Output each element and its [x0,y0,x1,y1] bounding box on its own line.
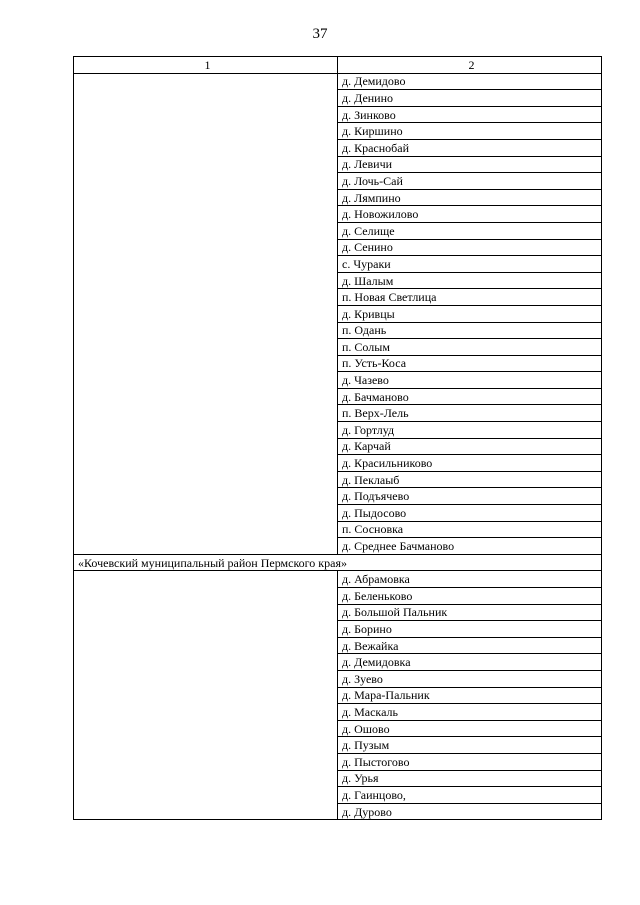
settlement-cell: д. Гортлуд [338,422,602,439]
settlement-cell: д. Среднее Бачманово [338,538,602,555]
settlement-cell: д. Абрамовка [338,571,602,588]
settlement-cell: д. Мара-Пальник [338,687,602,704]
settlement-cell: д. Вежайка [338,637,602,654]
settlement-cell: д. Демидово [338,73,602,90]
settlement-cell: п. Усть-Коса [338,355,602,372]
page-number: 37 [312,26,328,42]
settlement-cell: д. Краснобай [338,139,602,156]
settlement-cell: п. Сосновка [338,521,602,538]
district-cell [74,571,338,820]
settlement-cell: д. Левичи [338,156,602,173]
table-body [74,73,602,820]
settlement-cell: д. Селище [338,222,602,239]
settlement-cell: д. Ошово [338,720,602,737]
settlement-cell: д. Пеклаыб [338,471,602,488]
settlement-cell: д. Пыдосово [338,505,602,522]
district-name: «Кочевский муниципальный район Пермского края» [74,554,602,571]
settlement-cell: д. Зинково [338,106,602,123]
settlement-cell: д. Пыстогово [338,753,602,770]
column-header-1: 1 [74,57,338,74]
settlement-cell: д. Лямпино [338,189,602,206]
table-row [74,73,602,90]
settlement-cell: д. Беленьково [338,588,602,605]
settlement-cell: д. Пузым [338,737,602,754]
settlement-cell: п. Новая Светлица [338,289,602,306]
district-cell [74,73,338,554]
column-header-2: 2 [338,57,602,74]
settlement-cell: п. Солым [338,339,602,356]
settlement-cell: д. Чазево [338,372,602,389]
settlement-cell: д. Дурово [338,803,602,820]
settlement-cell: д. Борино [338,621,602,638]
settlements-table [73,56,602,820]
settlement-cell: п. Одань [338,322,602,339]
settlement-cell: д. Подъячево [338,488,602,505]
table-header-row [74,57,602,74]
settlement-cell: д. Новожилово [338,206,602,223]
settlement-cell: д. Демидовка [338,654,602,671]
table-row [74,571,602,588]
settlement-cell: д. Урья [338,770,602,787]
settlement-cell: д. Лочь-Сай [338,173,602,190]
settlement-cell: д. Карчай [338,438,602,455]
settlement-cell: д. Зуево [338,670,602,687]
settlement-cell: д. Маскаль [338,704,602,721]
settlement-cell: д. Бачманово [338,388,602,405]
district-row [74,554,602,571]
settlement-cell: д. Большой Пальник [338,604,602,621]
settlement-cell: д. Шалым [338,272,602,289]
settlement-cell: с. Чураки [338,256,602,273]
settlement-cell: д. Киршино [338,123,602,140]
settlement-cell: д. Кривцы [338,305,602,322]
settlement-cell: п. Верх-Лель [338,405,602,422]
settlement-cell: д. Красильниково [338,455,602,472]
settlement-cell: д. Сенино [338,239,602,256]
settlement-cell: д. Денино [338,90,602,107]
settlement-cell: д. Гаинцово, [338,787,602,804]
